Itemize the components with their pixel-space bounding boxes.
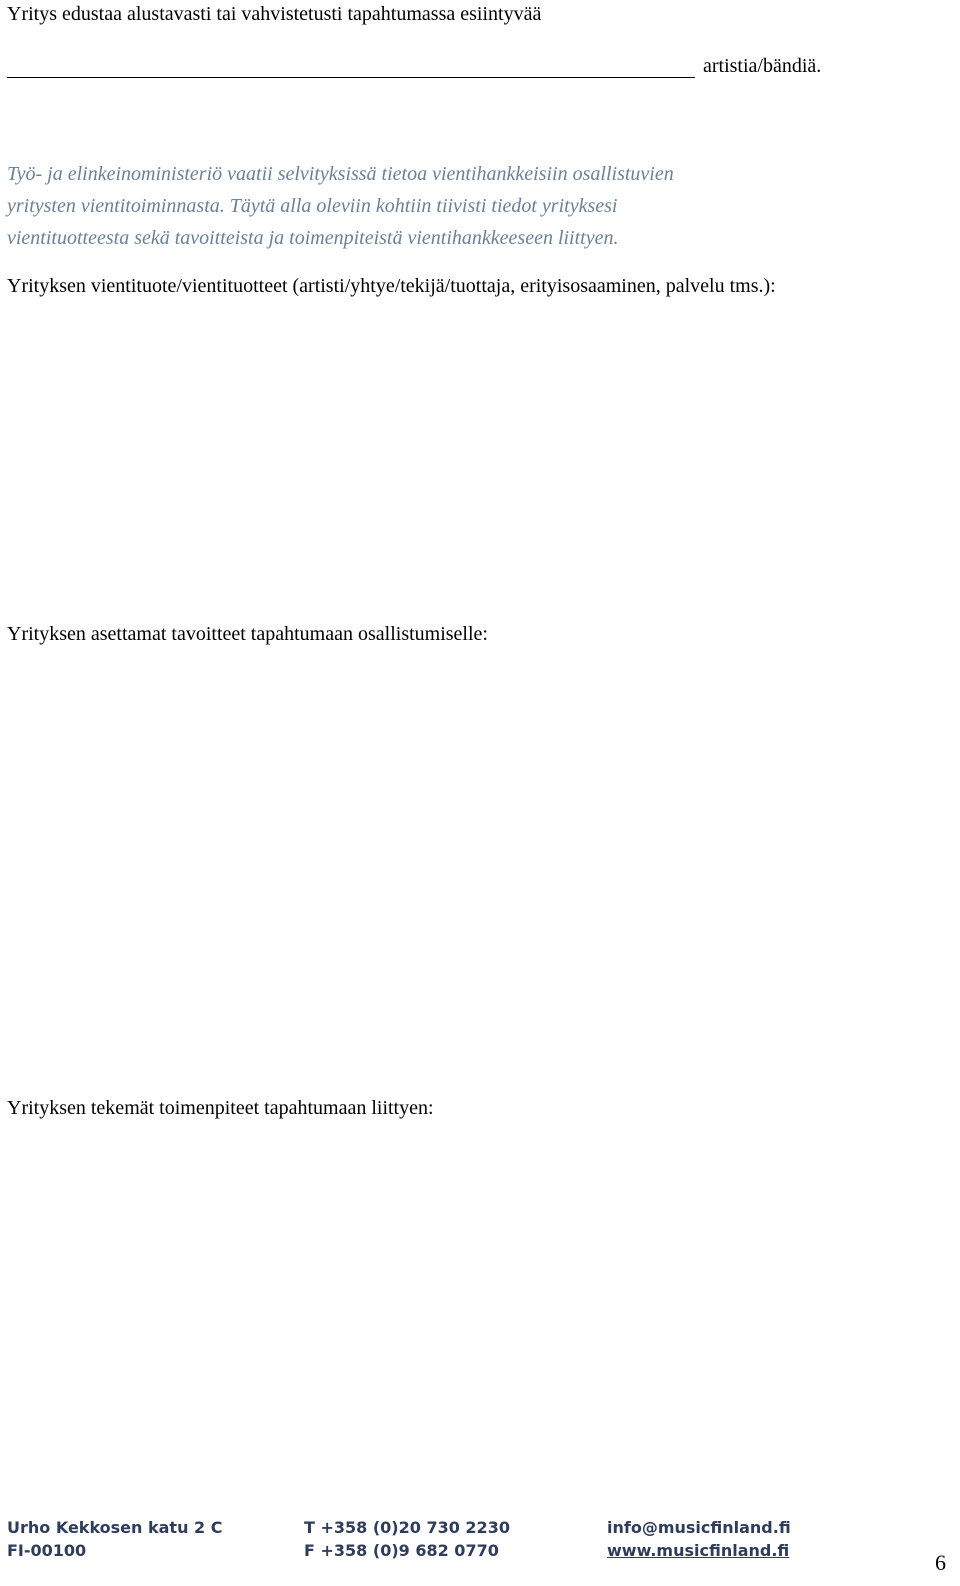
- ministry-note-line: Työ- ja elinkeinoministeriö vaatii selvityksissä tietoa vientihankkeisiin osallistuvien: [7, 163, 674, 185]
- ministry-note-line: vientituotteesta sekä tavoitteista ja toimenpiteistä vientihankkeeseen liittyen.: [7, 227, 619, 249]
- page-number: 6: [935, 1550, 946, 1575]
- ministry-note-line: yritysten vientitoiminnasta. Täytä alla oleviin kohtiin tiivisti tiedot yrityksesi: [7, 195, 618, 217]
- footer-street: Urho Kekkosen katu 2 C: [7, 1518, 223, 1537]
- event-goals-label: Yrityksen asettamat tavoitteet tapahtumaan osallistumiselle:: [7, 623, 488, 645]
- artist-blank-line[interactable]: [7, 77, 695, 78]
- artist-blank-row: [7, 52, 947, 82]
- artist-blank-suffix: artistia/bändiä.: [703, 55, 822, 77]
- footer-address: [7, 1516, 222, 1562]
- footer-phone-block: [304, 1516, 510, 1562]
- footer-contact: [607, 1516, 791, 1562]
- intro-line: Yritys edustaa alustavasti tai vahvistetusti tapahtumassa esiintyvää: [7, 3, 542, 25]
- footer-phone: T +358 (0)20 730 2230: [304, 1518, 510, 1537]
- page-footer: [0, 1508, 960, 1586]
- footer-email[interactable]: info@musicfinland.fi: [607, 1518, 791, 1537]
- footer-website-link[interactable]: www.musicfinland.fi: [607, 1541, 790, 1560]
- event-actions-label: Yrityksen tekemät toimenpiteet tapahtumaan liittyen:: [7, 1097, 434, 1119]
- footer-postal: FI-00100: [7, 1541, 87, 1560]
- export-products-label: Yrityksen vientituote/vientituotteet (artisti/yhtye/tekijä/tuottaja, erityisosaaminen, palvelu tms.):: [7, 275, 776, 297]
- footer-fax: F +358 (0)9 682 0770: [304, 1541, 499, 1560]
- ministry-note: [7, 158, 887, 254]
